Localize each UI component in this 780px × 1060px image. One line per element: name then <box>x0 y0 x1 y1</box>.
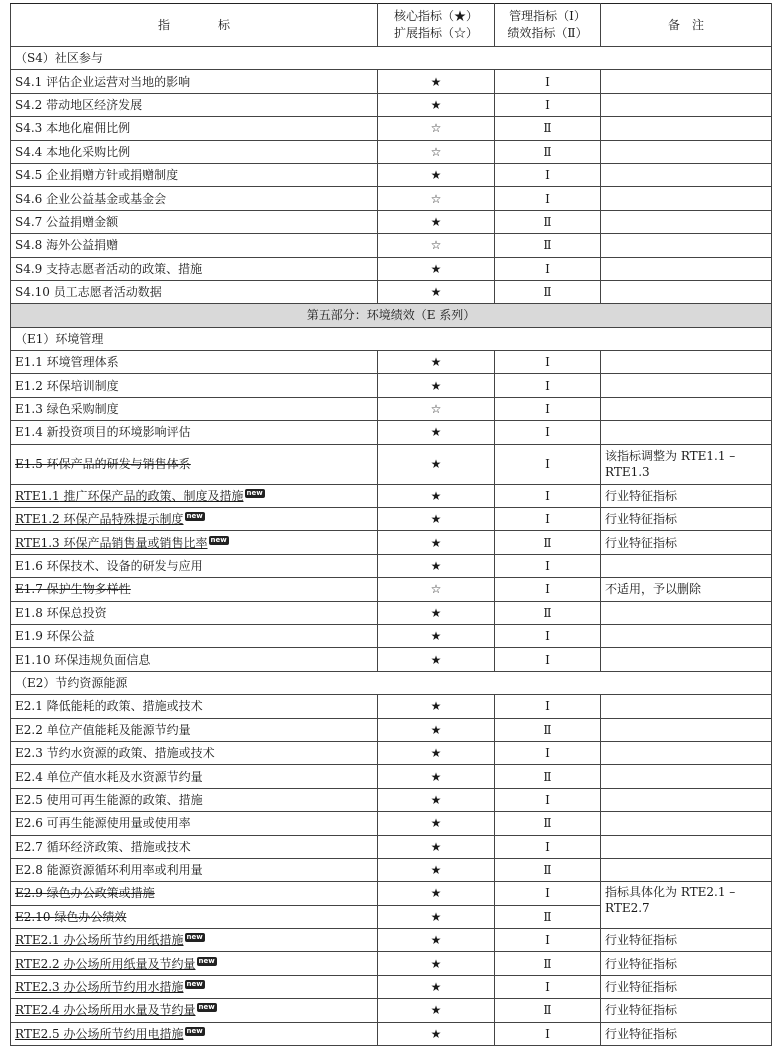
indicator-label: 单位产值能耗及能源节约量 <box>46 722 191 737</box>
indicator-code: E1.4 <box>15 425 43 440</box>
indicator-level: Ⅰ <box>495 975 601 998</box>
header-mgmt <box>495 4 601 47</box>
indicator-code: S4.10 <box>15 285 50 300</box>
indicator-label: 公益捐赠金额 <box>46 214 119 229</box>
note-cell: 行业特征指标 <box>601 929 772 952</box>
core-star-icon: ★ <box>378 601 495 624</box>
indicator-cell <box>11 1022 378 1045</box>
indicator-code: E1.3 <box>15 402 43 417</box>
indicator-label: 保护生物多样性 <box>46 582 131 597</box>
indicator-cell <box>11 70 378 93</box>
indicator-code: S4.1 <box>15 74 43 89</box>
indicator-cell <box>11 351 378 374</box>
indicator-cell <box>11 234 378 257</box>
indicator-level: Ⅰ <box>495 508 601 531</box>
note-cell <box>601 163 772 186</box>
header-core-line1: 核心指标（★） <box>393 9 478 23</box>
indicator-level: Ⅱ <box>495 531 601 554</box>
core-star-icon: ★ <box>378 484 495 507</box>
header-mgmt-line2: 绩效指标（Ⅱ） <box>507 26 588 40</box>
new-badge-icon: new <box>198 956 215 965</box>
indicator-cell <box>11 648 378 671</box>
note-cell: 不适用，予以删除 <box>601 578 772 601</box>
indicator-code: RTE2.1 <box>15 933 60 948</box>
indicator-level: Ⅱ <box>495 140 601 163</box>
indicator-label: 推广环保产品的政策、制度及措施 <box>63 488 244 503</box>
indicator-level: Ⅰ <box>495 624 601 647</box>
extended-star-icon: ☆ <box>378 140 495 163</box>
indicator-cell <box>11 397 378 420</box>
new-badge-icon: new <box>246 488 263 497</box>
core-star-icon: ★ <box>378 210 495 233</box>
core-star-icon: ★ <box>378 999 495 1022</box>
note-cell: 行业特征指标 <box>601 508 772 531</box>
table-body <box>11 47 772 1046</box>
indicator-label: 能源资源循环利用率或利用量 <box>46 863 203 878</box>
indicator-label: 可再生能源使用量或使用率 <box>46 816 191 831</box>
indicator-code: S4.5 <box>15 168 43 183</box>
indicator-cell <box>11 695 378 718</box>
table-row <box>11 601 772 624</box>
new-badge-icon: new <box>186 933 203 942</box>
table-row <box>11 484 772 507</box>
note-cell <box>601 718 772 741</box>
indicator-cell <box>11 280 378 303</box>
core-star-icon: ★ <box>378 905 495 928</box>
indicator-cell <box>11 421 378 444</box>
new-badge-icon: new <box>186 980 203 989</box>
core-star-icon: ★ <box>378 788 495 811</box>
core-star-icon: ★ <box>378 421 495 444</box>
header-note <box>601 4 772 47</box>
indicator-level: Ⅱ <box>495 905 601 928</box>
table-row <box>11 531 772 554</box>
indicator-level: Ⅱ <box>495 718 601 741</box>
indicator-level: Ⅰ <box>495 882 601 905</box>
indicator-label: 单位产值水耗及水资源节约量 <box>46 769 203 784</box>
indicator-level: Ⅱ <box>495 858 601 881</box>
core-star-icon: ★ <box>378 280 495 303</box>
header-mgmt-line1: 管理指标（Ⅰ） <box>509 9 586 23</box>
indicator-level: Ⅱ <box>495 952 601 975</box>
note-cell <box>601 140 772 163</box>
indicator-level: Ⅰ <box>495 93 601 116</box>
core-star-icon: ★ <box>378 765 495 788</box>
indicator-cell <box>11 975 378 998</box>
indicator-level: Ⅰ <box>495 695 601 718</box>
table-row <box>11 695 772 718</box>
table-row <box>11 858 772 881</box>
indicator-label: 环境管理体系 <box>46 355 119 370</box>
indicator-cell <box>11 117 378 140</box>
table-row <box>11 975 772 998</box>
note-cell <box>601 741 772 764</box>
table-header-row <box>11 4 772 47</box>
core-star-icon: ★ <box>378 718 495 741</box>
indicator-label: 办公场所节约用纸措施 <box>63 933 184 948</box>
indicator-label: 环保总投资 <box>46 605 107 620</box>
section-heading-row <box>11 47 772 70</box>
note-cell: 该指标调整为 RTE1.1 – RTE1.3 <box>601 444 772 484</box>
core-star-icon: ★ <box>378 741 495 764</box>
note-cell <box>601 187 772 210</box>
indicator-cell <box>11 624 378 647</box>
indicator-code: E1.1 <box>15 355 43 370</box>
core-star-icon: ★ <box>378 70 495 93</box>
note-cell <box>601 374 772 397</box>
table-row <box>11 70 772 93</box>
core-star-icon: ★ <box>378 695 495 718</box>
indicator-cell <box>11 444 378 484</box>
indicator-table <box>10 3 772 1046</box>
indicator-label: 环保产品销售量或销售比率 <box>63 535 208 550</box>
indicator-cell <box>11 952 378 975</box>
core-star-icon: ★ <box>378 531 495 554</box>
indicator-cell <box>11 140 378 163</box>
note-cell <box>601 648 772 671</box>
note-cell: 行业特征指标 <box>601 952 772 975</box>
note-cell <box>601 695 772 718</box>
header-indicator-label: 指 标 <box>157 17 230 32</box>
table-row <box>11 187 772 210</box>
indicator-level: Ⅰ <box>495 554 601 577</box>
core-star-icon: ★ <box>378 257 495 280</box>
indicator-cell <box>11 508 378 531</box>
table-row <box>11 374 772 397</box>
indicator-level: Ⅱ <box>495 117 601 140</box>
indicator-code: E2.1 <box>15 699 43 714</box>
note-cell <box>601 812 772 835</box>
note-cell <box>601 421 772 444</box>
table-row <box>11 508 772 531</box>
core-star-icon: ★ <box>378 975 495 998</box>
indicator-code: S4.3 <box>15 121 43 136</box>
indicator-label: 环保公益 <box>46 629 95 644</box>
extended-star-icon: ☆ <box>378 578 495 601</box>
core-star-icon: ★ <box>378 835 495 858</box>
indicator-label: 降低能耗的政策、措施或技术 <box>46 699 203 714</box>
note-cell <box>601 601 772 624</box>
indicator-label: 带动地区经济发展 <box>46 97 143 112</box>
indicator-label: 办公场所节约用电措施 <box>63 1026 184 1041</box>
indicator-level: Ⅰ <box>495 163 601 186</box>
table-row <box>11 93 772 116</box>
new-badge-icon: new <box>186 512 203 521</box>
core-star-icon: ★ <box>378 351 495 374</box>
indicator-label: 新投资项目的环境影响评估 <box>46 425 191 440</box>
indicator-level: Ⅰ <box>495 351 601 374</box>
indicator-level: Ⅱ <box>495 765 601 788</box>
indicator-cell <box>11 835 378 858</box>
indicator-code: RTE1.2 <box>15 512 60 527</box>
note-cell <box>601 624 772 647</box>
indicator-code: E2.6 <box>15 816 43 831</box>
indicator-label: 环保培训制度 <box>46 378 119 393</box>
table-row <box>11 163 772 186</box>
indicator-label: 环保技术、设备的研发与应用 <box>46 559 203 573</box>
indicator-code: E2.2 <box>15 722 43 737</box>
table-row <box>11 788 772 811</box>
part-heading: 第五部分：环境绩效（E 系列） <box>11 304 772 327</box>
indicator-cell <box>11 858 378 881</box>
note-cell <box>601 257 772 280</box>
table-row <box>11 257 772 280</box>
indicator-code: E2.8 <box>15 863 43 878</box>
note-cell <box>601 280 772 303</box>
section-heading: （S4）社区参与 <box>11 47 772 70</box>
header-core <box>378 4 495 47</box>
indicator-code: S4.2 <box>15 97 43 112</box>
table-row <box>11 648 772 671</box>
core-star-icon: ★ <box>378 374 495 397</box>
indicator-code: S4.6 <box>15 191 43 206</box>
indicator-code: RTE2.4 <box>15 1003 60 1018</box>
table-row <box>11 554 772 577</box>
table-row <box>11 929 772 952</box>
indicator-code: E2.10 <box>15 909 51 924</box>
indicator-code: E2.7 <box>15 839 43 854</box>
indicator-cell <box>11 601 378 624</box>
table-row <box>11 234 772 257</box>
indicator-level: Ⅱ <box>495 812 601 835</box>
indicator-label: 海外公益捐赠 <box>46 238 119 253</box>
core-star-icon: ★ <box>378 444 495 484</box>
note-cell: 行业特征指标 <box>601 999 772 1022</box>
table-row <box>11 718 772 741</box>
indicator-label: 办公场所节约用水措施 <box>63 980 184 995</box>
indicator-level: Ⅰ <box>495 374 601 397</box>
core-star-icon: ★ <box>378 882 495 905</box>
note-cell <box>601 70 772 93</box>
indicator-code: RTE2.3 <box>15 980 60 995</box>
indicator-level: Ⅱ <box>495 999 601 1022</box>
indicator-code: RTE1.1 <box>15 488 60 503</box>
note-cell <box>601 210 772 233</box>
indicator-code: E1.7 <box>15 582 43 597</box>
core-star-icon: ★ <box>378 648 495 671</box>
note-cell: 行业特征指标 <box>601 1022 772 1045</box>
indicator-level: Ⅰ <box>495 788 601 811</box>
indicator-code: S4.4 <box>15 144 43 159</box>
note-cell: 行业特征指标 <box>601 975 772 998</box>
indicator-cell <box>11 187 378 210</box>
indicator-level: Ⅰ <box>495 741 601 764</box>
table-row <box>11 1022 772 1045</box>
indicator-level: Ⅱ <box>495 234 601 257</box>
header-core-line2: 扩展指标（☆） <box>393 26 478 40</box>
note-cell <box>601 835 772 858</box>
indicator-cell <box>11 882 378 905</box>
indicator-code: S4.8 <box>15 238 43 253</box>
indicator-cell <box>11 93 378 116</box>
table-row <box>11 140 772 163</box>
indicator-level: Ⅰ <box>495 187 601 210</box>
note-cell <box>601 397 772 420</box>
indicator-cell <box>11 905 378 928</box>
indicator-code: E2.5 <box>15 792 43 807</box>
core-star-icon: ★ <box>378 929 495 952</box>
indicator-label: 企业公益基金或基金会 <box>46 191 167 206</box>
table-row <box>11 999 772 1022</box>
indicator-level: Ⅰ <box>495 421 601 444</box>
indicator-level: Ⅱ <box>495 601 601 624</box>
indicator-label: 环保产品特殊提示制度 <box>63 512 184 527</box>
core-star-icon: ★ <box>378 952 495 975</box>
indicator-label: 循环经济政策、措施或技术 <box>46 839 191 854</box>
extended-star-icon: ☆ <box>378 234 495 257</box>
indicator-level: Ⅰ <box>495 835 601 858</box>
indicator-code: E2.9 <box>15 886 43 901</box>
indicator-cell <box>11 484 378 507</box>
indicator-label: 绿色办公政策或措施 <box>46 886 155 901</box>
extended-star-icon: ☆ <box>378 397 495 420</box>
core-star-icon: ★ <box>378 624 495 647</box>
indicator-cell <box>11 531 378 554</box>
table-row <box>11 351 772 374</box>
table-row <box>11 421 772 444</box>
indicator-cell <box>11 741 378 764</box>
section-heading: （E1）环境管理 <box>11 327 772 350</box>
table-row <box>11 812 772 835</box>
table-row <box>11 397 772 420</box>
note-cell <box>601 117 772 140</box>
table-row <box>11 444 772 484</box>
section-heading-row <box>11 327 772 350</box>
table-row <box>11 117 772 140</box>
core-star-icon: ★ <box>378 93 495 116</box>
indicator-cell <box>11 765 378 788</box>
note-cell: 行业特征指标 <box>601 531 772 554</box>
indicator-label: 绿色办公绩效 <box>54 909 127 924</box>
note-cell <box>601 858 772 881</box>
core-star-icon: ★ <box>378 1022 495 1045</box>
note-cell: 指标具体化为 RTE2.1 – RTE2.7 <box>601 882 772 929</box>
indicator-cell <box>11 578 378 601</box>
indicator-label: 本地化雇佣比例 <box>46 121 131 136</box>
core-star-icon: ★ <box>378 163 495 186</box>
core-star-icon: ★ <box>378 508 495 531</box>
indicator-code: E1.6 <box>15 559 43 573</box>
indicator-code: E1.10 <box>15 652 51 667</box>
table-row <box>11 280 772 303</box>
indicator-level: Ⅱ <box>495 280 601 303</box>
indicator-code: S4.7 <box>15 214 43 229</box>
indicator-cell <box>11 812 378 835</box>
indicator-code: E1.9 <box>15 629 43 644</box>
table-row <box>11 765 772 788</box>
indicator-level: Ⅰ <box>495 484 601 507</box>
indicator-code: RTE2.5 <box>15 1026 60 1041</box>
table-row <box>11 210 772 233</box>
note-cell: 行业特征指标 <box>601 484 772 507</box>
header-note-label: 备 注 <box>667 17 704 32</box>
indicator-level: Ⅰ <box>495 444 601 484</box>
indicator-cell <box>11 257 378 280</box>
note-cell <box>601 234 772 257</box>
indicator-code: RTE1.3 <box>15 535 60 550</box>
indicator-label: 环保违规负面信息 <box>54 652 151 667</box>
indicator-code: E1.2 <box>15 378 43 393</box>
section-heading-row <box>11 671 772 694</box>
indicator-level: Ⅰ <box>495 257 601 280</box>
indicator-cell <box>11 554 378 577</box>
note-cell <box>601 351 772 374</box>
indicator-label: 本地化采购比例 <box>46 144 131 159</box>
table-row <box>11 952 772 975</box>
indicator-label: 使用可再生能源的政策、措施 <box>46 792 203 807</box>
extended-star-icon: ☆ <box>378 117 495 140</box>
table-row <box>11 624 772 647</box>
indicator-cell <box>11 788 378 811</box>
table-row <box>11 835 772 858</box>
indicator-level: Ⅱ <box>495 210 601 233</box>
new-badge-icon: new <box>186 1026 203 1035</box>
new-badge-icon: new <box>198 1003 215 1012</box>
table-row <box>11 578 772 601</box>
indicator-label: 节约水资源的政策、措施或技术 <box>46 746 215 761</box>
indicator-level: Ⅰ <box>495 70 601 93</box>
indicator-level: Ⅰ <box>495 578 601 601</box>
indicator-label: 绿色采购制度 <box>46 402 119 417</box>
indicator-label: 办公场所用纸量及节约量 <box>63 956 196 971</box>
core-star-icon: ★ <box>378 858 495 881</box>
note-cell <box>601 788 772 811</box>
core-star-icon: ★ <box>378 554 495 577</box>
indicator-label: 评估企业运营对当地的影响 <box>46 74 191 89</box>
note-cell <box>601 93 772 116</box>
indicator-cell <box>11 163 378 186</box>
indicator-label: 企业捐赠方针或捐赠制度 <box>46 168 179 183</box>
indicator-level: Ⅰ <box>495 929 601 952</box>
indicator-label: 办公场所用水量及节约量 <box>63 1003 196 1018</box>
indicator-cell <box>11 929 378 952</box>
indicator-cell <box>11 718 378 741</box>
indicator-code: E1.5 <box>15 457 43 472</box>
indicator-cell <box>11 210 378 233</box>
indicator-code: E1.8 <box>15 605 43 620</box>
indicator-level: Ⅰ <box>495 648 601 671</box>
extended-star-icon: ☆ <box>378 187 495 210</box>
indicator-label: 员工志愿者活动数据 <box>53 285 162 300</box>
core-star-icon: ★ <box>378 812 495 835</box>
indicator-code: E2.4 <box>15 769 43 784</box>
part-heading-row <box>11 304 772 327</box>
note-cell <box>601 765 772 788</box>
indicator-cell <box>11 374 378 397</box>
indicator-cell <box>11 999 378 1022</box>
indicator-level: Ⅰ <box>495 397 601 420</box>
indicator-code: S4.9 <box>15 261 43 276</box>
header-indicator <box>11 4 378 47</box>
note-cell <box>601 554 772 577</box>
table-row <box>11 741 772 764</box>
indicator-code: E2.3 <box>15 746 43 761</box>
section-heading: （E2）节约资源能源 <box>11 671 772 694</box>
indicator-table-wrapper <box>10 3 771 1046</box>
indicator-label: 支持志愿者活动的政策、措施 <box>46 261 203 276</box>
indicator-code: RTE2.2 <box>15 956 60 971</box>
table-row <box>11 882 772 905</box>
indicator-level: Ⅰ <box>495 1022 601 1045</box>
new-badge-icon: new <box>210 535 227 544</box>
indicator-label: 环保产品的研发与销售体系 <box>46 457 191 472</box>
